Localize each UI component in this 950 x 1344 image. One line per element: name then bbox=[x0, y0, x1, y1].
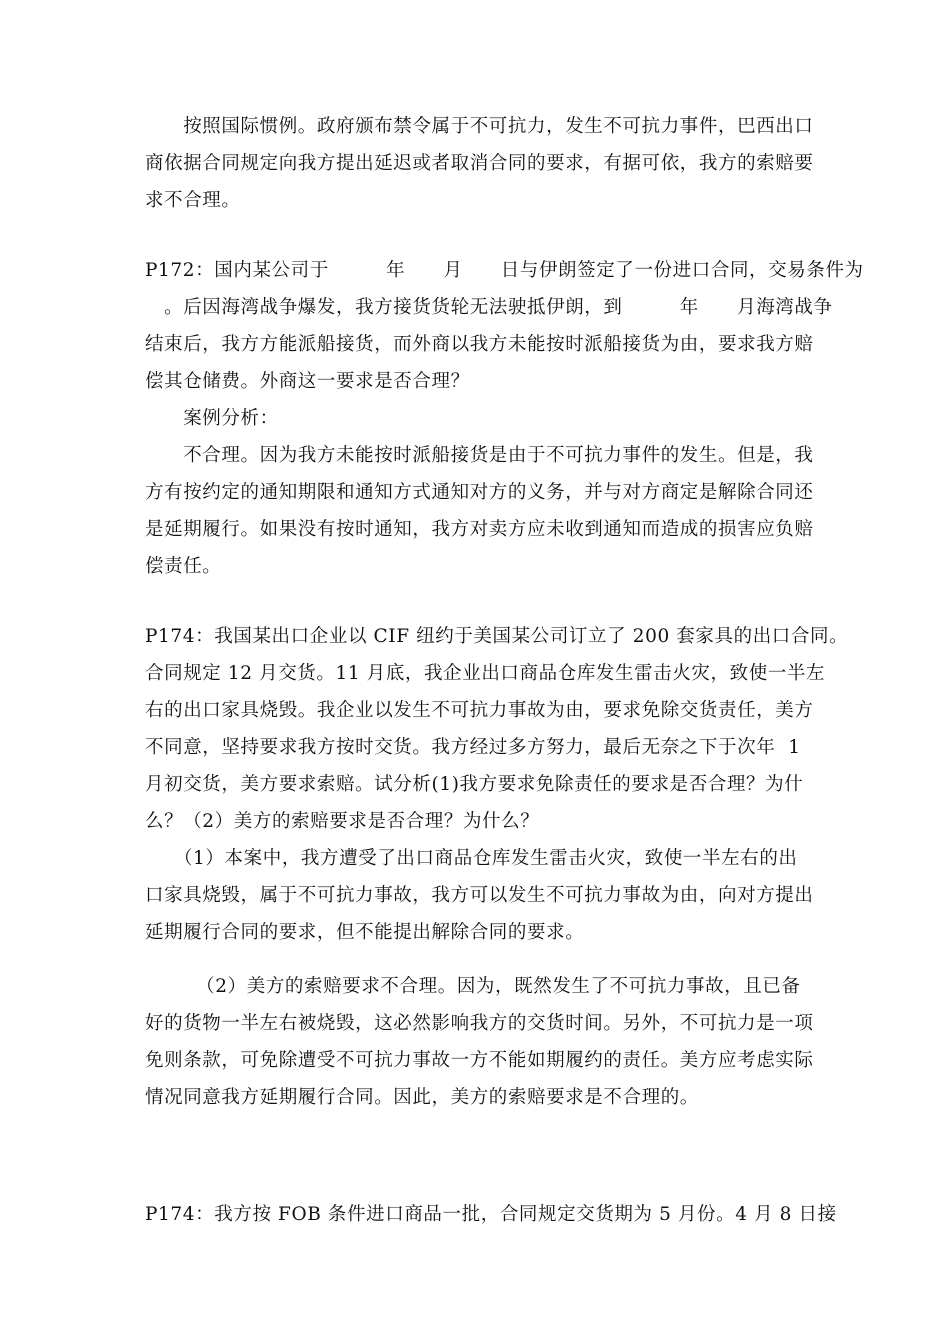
text-line: 合同规定 12 月交货。11 月底，我企业出口商品仓库发生雷击火灾，致使一半左 bbox=[145, 663, 826, 684]
text-line: 口家具烧毁，属于不可抗力事故，我方可以发生不可抗力事故为由，向对方提出 bbox=[145, 885, 814, 906]
text-line: 偿其仓储费。外商这一要求是否合理？ bbox=[145, 371, 470, 392]
text-line: 延期履行合同的要求，但不能提出解除合同的要求。 bbox=[145, 922, 585, 943]
text-line: 右的出口家具烧毁。我企业以发生不可抗力事故为由，要求免除交货责任，美方 bbox=[145, 700, 814, 721]
text-line: 免则条款，可免除遭受不可抗力事故一方不能如期履约的责任。美方应考虑实际 bbox=[145, 1050, 814, 1071]
text-line: 方有按约定的通知期限和通知方式通知对方的义务，并与对方商定是解除合同还 bbox=[145, 482, 814, 503]
text-line: （2）美方的索赔要求不合理。因为，既然发生了不可抗力事故，且已备 bbox=[145, 976, 801, 997]
analysis-label: 案例分析： bbox=[145, 408, 279, 429]
text-line: 好的货物一半左右被烧毁，这必然影响我方的交货时间。另外，不可抗力是一项 bbox=[145, 1013, 814, 1034]
text-line: 按照国际惯例。政府颁布禁令属于不可抗力，发生不可抗力事件，巴西出口 bbox=[145, 116, 814, 137]
text-line: 月初交货，美方要求索赔。试分析(1)我方要求免除责任的要求是否合理？为什 bbox=[145, 774, 804, 795]
text-line: 不合理。因为我方未能按时派船接货是由于不可抗力事件的发生。但是，我 bbox=[145, 445, 814, 466]
text-line: 是延期履行。如果没有按时通知，我方对卖方应未收到通知而造成的损害应负赔 bbox=[145, 519, 814, 540]
text-line: 结束后，我方方能派船接货，而外商以我方未能按时派船接货为由，要求我方赔 bbox=[145, 334, 814, 355]
text-line: 偿责任。 bbox=[145, 556, 222, 577]
text-line: 求不合理。 bbox=[145, 190, 241, 211]
text-line: 情况同意我方延期履行合同。因此，美方的索赔要求是不合理的。 bbox=[145, 1087, 699, 1108]
text-line: 不同意，坚持要求我方按时交货。我方经过多方努力，最后无奈之下于次年 1 bbox=[145, 737, 801, 758]
text-line: 么？（2）美方的索赔要求是否合理？为什么？ bbox=[145, 811, 540, 832]
case-heading-line: P174：我方按 FOB 条件进口商品一批，合同规定交货期为 5 月份。4 月 8 日接 bbox=[145, 1204, 837, 1225]
case-heading-line: P172：国内某公司于 年 月 日与伊朗签定了一份进口合同，交易条件为 bbox=[145, 260, 864, 281]
case-heading-line: P174：我国某出口企业以 CIF 纽约于美国某公司订立了 200 套家具的出口合同。 bbox=[145, 626, 849, 647]
text-line: （1）本案中，我方遭受了出口商品仓库发生雷击火灾，致使一半左右的出 bbox=[145, 848, 798, 869]
text-line: 商依据合同规定向我方提出延迟或者取消合同的要求，有据可依，我方的索赔要 bbox=[145, 153, 814, 174]
text-line: 。后因海湾战争爆发，我方接货货轮无法驶抵伊朗，到 年 月海湾战争 bbox=[145, 297, 833, 318]
